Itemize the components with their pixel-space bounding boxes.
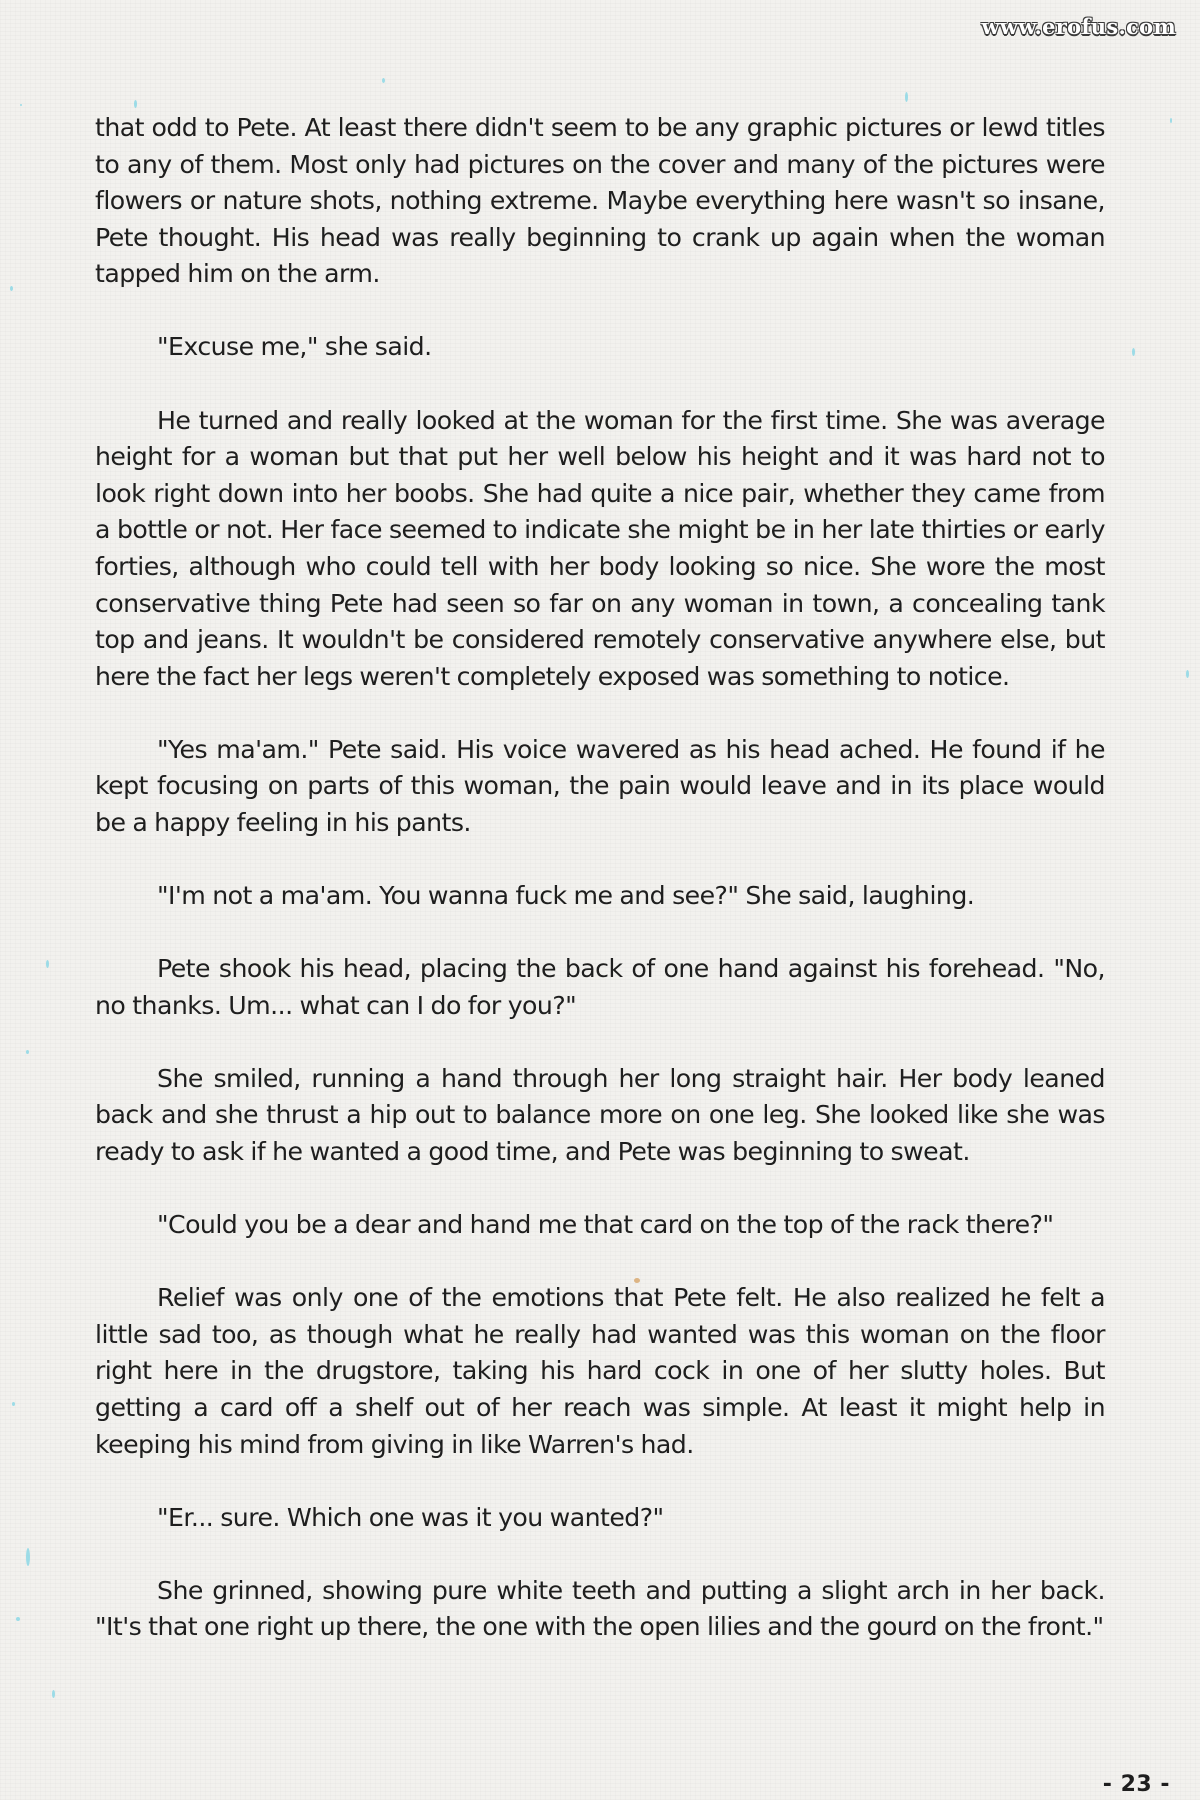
paragraph: He turned and really looked at the woman for the first time. She was average height for a woman but that put her well below his height and it was hard not to look right down into her boobs. She had quite a nice pair, whether they came from a bottle or not. Her face seemed to indicate she might be in her late thirties or early forties, although who could tell with her body looking so nice. She wore the most conservative thing Pete had seen so far on any woman in town, a concealing tank top and jeans. It wouldn't be considered remotely conservative anywhere else, but here the fact her legs weren't completely exposed was something to notice.	[95, 405, 1105, 691]
paragraph: She smiled, running a hand through her long straight hair. Her body leaned back and she thrust a hip out to balance more on one leg. She looked like she was ready to ask if he wanted a good time, and Pete was beginning to sweat.	[95, 1063, 1105, 1167]
paper-speck	[1186, 670, 1189, 678]
paper-speck	[10, 286, 13, 291]
paper-speck	[20, 104, 22, 106]
paper-speck	[382, 78, 385, 83]
page-text	[95, 110, 1105, 1683]
paragraph: She grinned, showing pure white teeth and putting a slight arch in her back. "It's that one right up there, the one with the open lilies and the gourd on the front."	[95, 1575, 1105, 1642]
paragraph: "Er... sure. Which one was it you wanted?"	[157, 1502, 664, 1532]
paper-speck	[1132, 348, 1135, 356]
paragraph: "I'm not a ma'am. You wanna fuck me and see?" She said, laughing.	[157, 881, 975, 911]
paper-speck	[26, 1548, 30, 1566]
paper-speck	[26, 1050, 29, 1054]
site-watermark: www.erofus.com	[981, 14, 1176, 39]
page-number: - 23 -	[1102, 1772, 1170, 1797]
paragraph: "Could you be a dear and hand me that card on the top of the rack there?"	[157, 1210, 1054, 1240]
paper-speck	[46, 960, 49, 968]
paper-speck	[16, 1617, 20, 1621]
paper-speck	[52, 1690, 55, 1698]
paper-speck	[134, 100, 137, 108]
paper-speck	[905, 92, 908, 102]
paragraph: Pete shook his head, placing the back of one hand against his forehead. "No, no thanks. Um... what can I do for you?"	[95, 954, 1105, 1020]
paragraph: Relief was only one of the emotions that Pete felt. He also realized he felt a little sad too, as though what he really had wanted was this woman on the floor right here in the drugstore, taking his hard cock in one of her slutty holes. But getting a card off a shelf out of her reach was simple. At least it might help in keeping his mind from giving in like Warren's had.	[95, 1283, 1105, 1459]
paragraph: "Yes ma'am." Pete said. His voice wavered as his head ached. He found if he kept focusing on parts of this woman, the pain would leave and in its place would be a happy feeling in his pants.	[95, 734, 1105, 837]
paragraph: "Excuse me," she said.	[157, 332, 432, 362]
paragraph: that odd to Pete. At least there didn't seem to be any graphic pictures or lewd titles to any of them. Most only had pictures on the cover and many of the pictures were flowers or nature shots, nothing extreme. Maybe everything here wasn't so insane, Pete thought. His head was really beginning to crank up again when the woman tapped him on the arm.	[95, 113, 1105, 289]
paper-speck	[1170, 118, 1172, 123]
paper-speck	[12, 1402, 15, 1406]
